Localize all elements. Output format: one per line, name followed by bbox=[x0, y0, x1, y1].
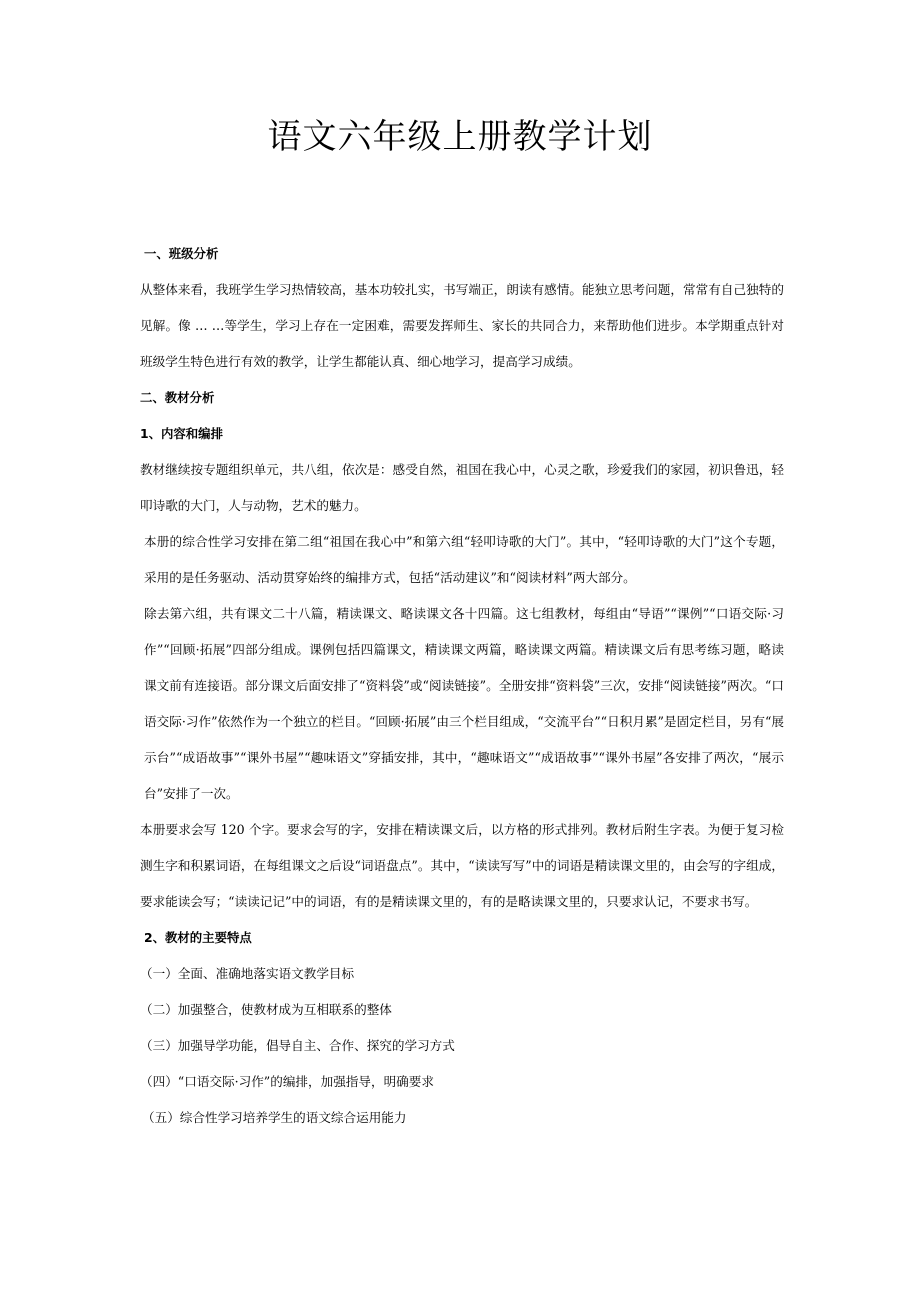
feature-item-5: （五）综合性学习培养学生的语文综合运用能力 bbox=[142, 1110, 407, 1125]
paragraph-comprehensive-learning: 本册的综合性学习安排在第二组“祖国在我心中”和第六组“轻叩诗歌的大门”。其中，“轻叩诗歌的大门”这个专题，采用的是任务驱动、活动贯穿始终的编排方式，包括“活动建议”和“阅读材料”两大部分。 bbox=[144, 534, 784, 585]
feature-item-2: （二）加强整合，使教材成为互相联系的整体 bbox=[140, 1002, 392, 1017]
subsection-heading-main-features: 2、教材的主要特点 bbox=[144, 930, 252, 945]
document-title: 语文六年级上册教学计划 bbox=[267, 117, 653, 157]
paragraph-characters: 本册要求会写 120 个字。要求会写的字，安排在精读课文后，以方格的形式排列。教材后附生字表。为便于复习检测生字和积累词语，在每组课文之后设“词语盘点”。其中，“读读写写”中的词语是精读课文里的，由会写的字组成，要求能读会写；“读读记记”中的词语，有的是精读课文里的，有的是略读课文里的，只要求认记，不要求书写。 bbox=[140, 822, 784, 909]
subsection-heading-content-arrangement: 1、内容和编排 bbox=[140, 426, 223, 441]
paragraph-lessons: 除去第六组，共有课文二十八篇，精读课文、略读课文各十四篇。这七组教材，每组由“导语”“课例”“口语交际·习作”“回顾·拓展”四部分组成。课例包括四篇课文，精读课文两篇，略读课文两篇。精读课文后有思考练习题，略读课文前有连接语。部分课文后面安排了“资料袋”或“阅读链接”。全册安排“资料袋”三次，安排“阅读链接”两次。“口语交际·习作”依然作为一个独立的栏目。“回顾·拓展”由三个栏目组成，“交流平台”“日积月累”是固定栏目，另有“展示台”“成语故事”“课外书屋”“趣味语文”穿插安排，其中，“趣味语文”“成语故事”“课外书屋”各安排了两次，“展示台”安排了一次。 bbox=[144, 606, 784, 801]
section-heading-class-analysis: 一、班级分析 bbox=[144, 246, 219, 261]
feature-item-4: （四）“口语交际·习作”的编排，加强指导，明确要求 bbox=[140, 1074, 434, 1089]
feature-item-3: （三）加强导学功能，倡导自主、合作、探究的学习方式 bbox=[140, 1038, 455, 1053]
document-body bbox=[140, 236, 784, 1136]
paragraph-class-analysis: 从整体来看，我班学生学习热情较高，基本功较扎实，书写端正，朗读有感情。能独立思考问题，常常有自己独特的见解。像 … …等学生，学习上存在一定困难，需要发挥师生、家长的共同合力，来帮助他们进步。本学期重点针对班级学生特色进行有效的教学，让学生都能认真、细心地学习，提高学习成绩。 bbox=[140, 282, 784, 369]
section-heading-textbook-analysis: 二、教材分析 bbox=[140, 390, 215, 405]
paragraph-units: 教材继续按专题组织单元，共八组，依次是：感受自然，祖国在我心中，心灵之歌，珍爱我们的家园，初识鲁迅，轻叩诗歌的大门，人与动物，艺术的魅力。 bbox=[140, 462, 784, 513]
feature-item-1: （一）全面、准确地落实语文教学目标 bbox=[140, 966, 355, 981]
